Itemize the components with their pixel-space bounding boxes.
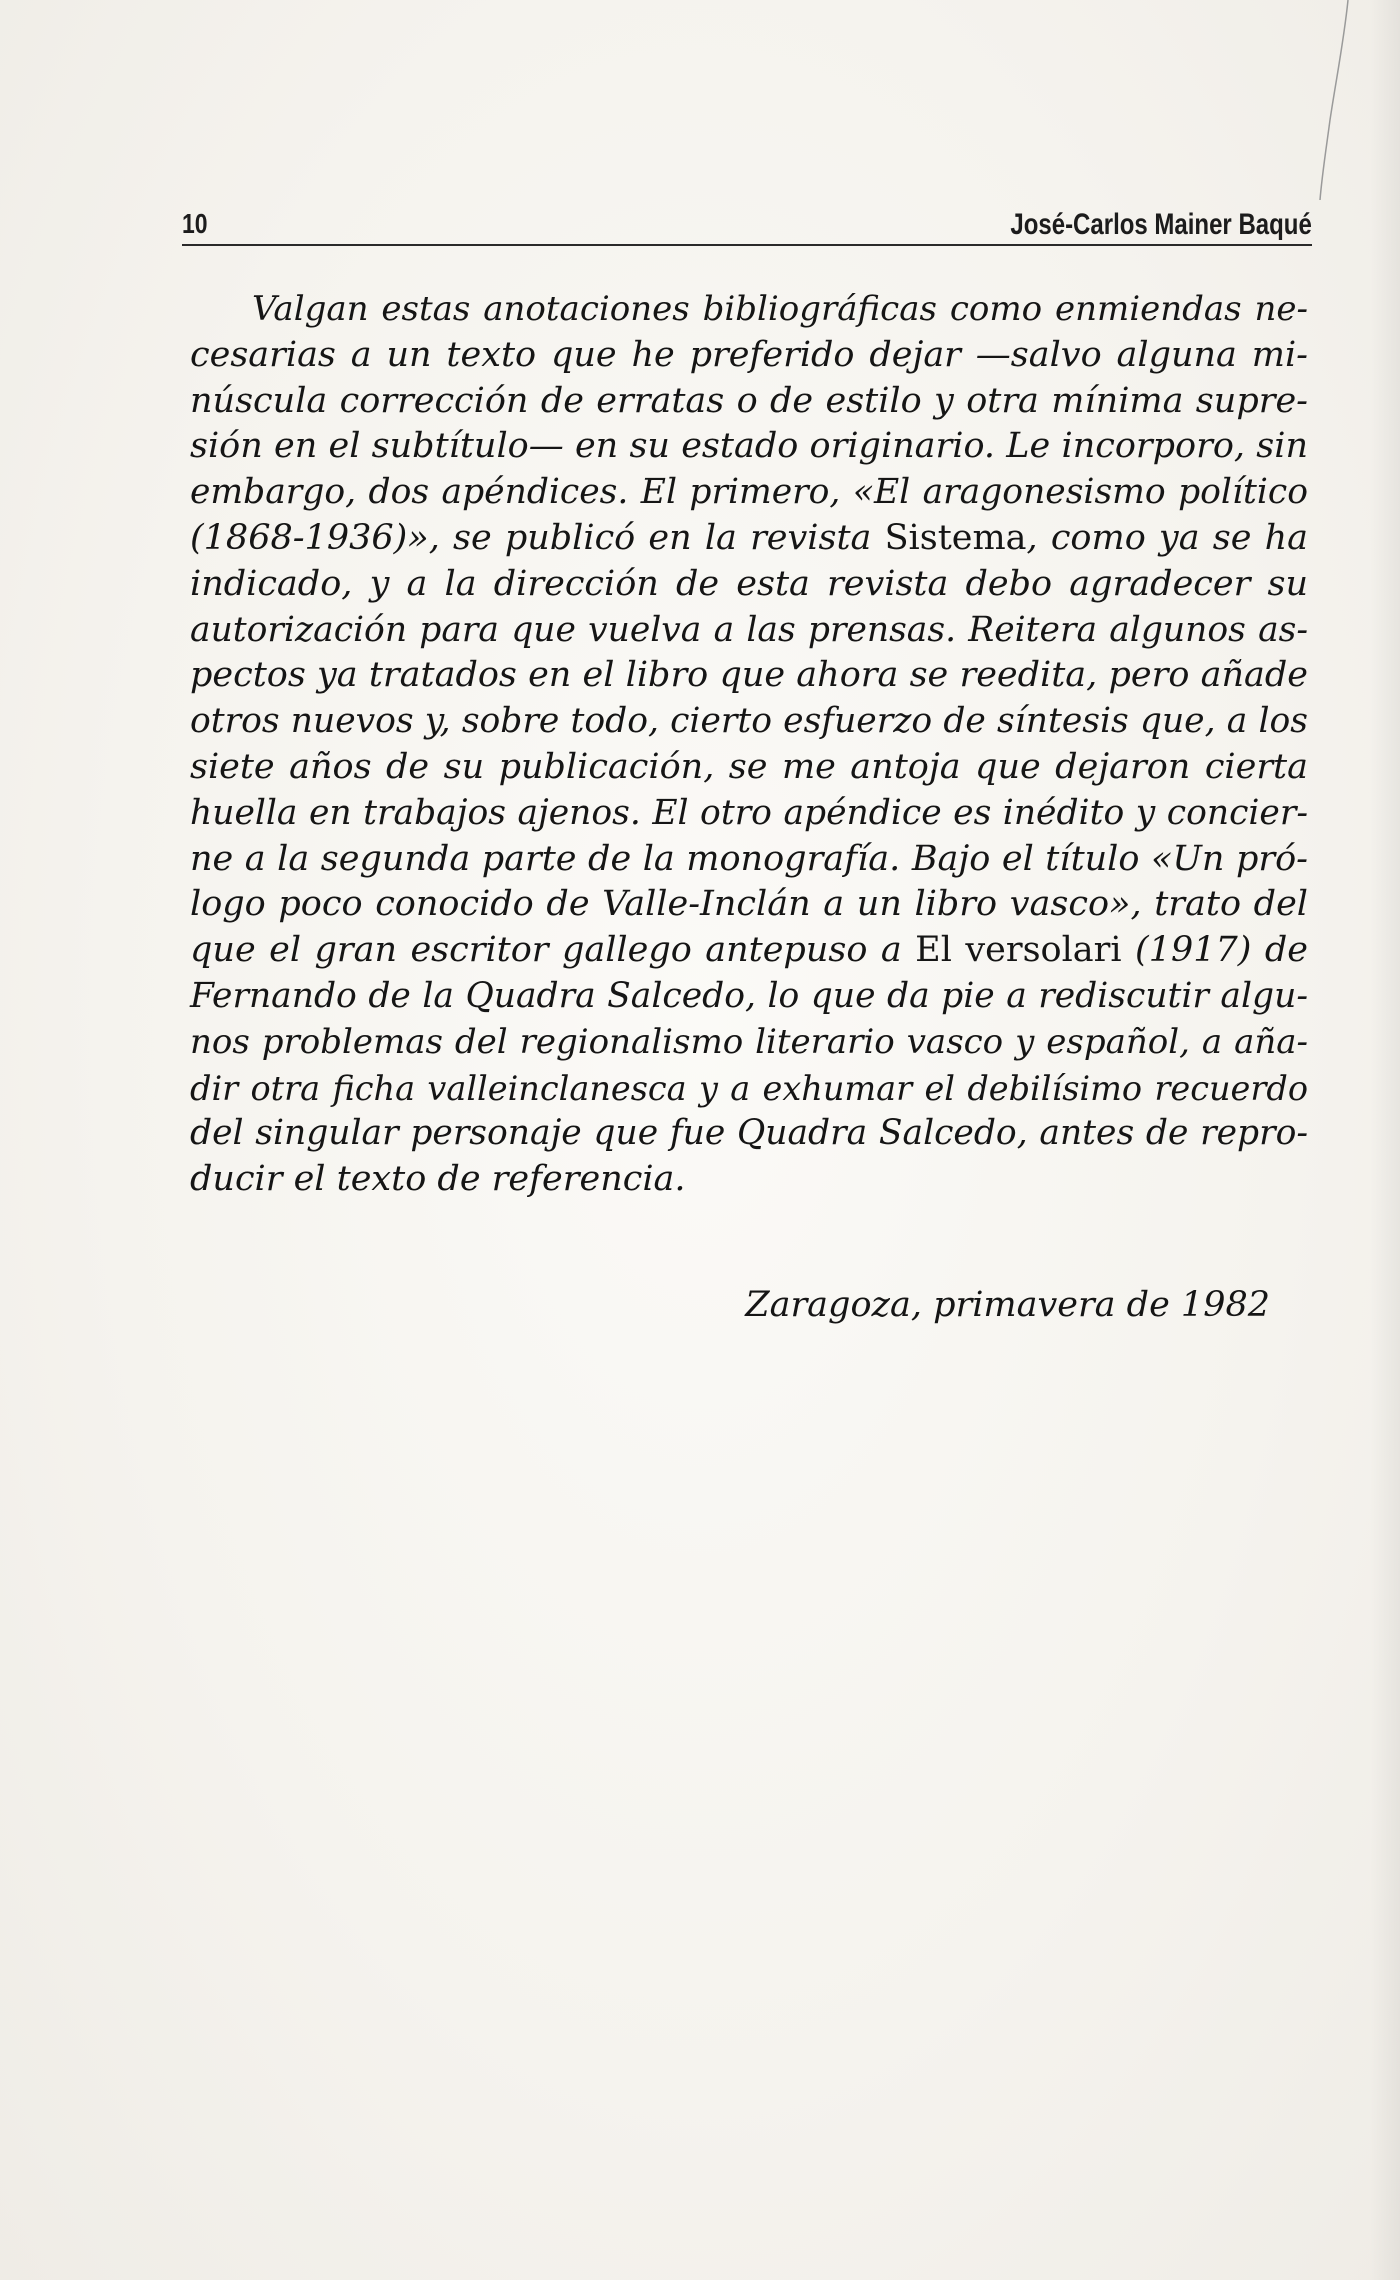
text-line bbox=[190, 1111, 1308, 1157]
text-line bbox=[190, 745, 1308, 791]
text-segment: indicado, y a la dirección de esta revista debo agradecer su bbox=[190, 563, 1308, 604]
journal-title: Sistema bbox=[884, 517, 1027, 558]
page-edge-shadow bbox=[1370, 0, 1400, 2280]
text-line bbox=[190, 424, 1308, 470]
text-line bbox=[190, 1020, 1308, 1066]
text-segment: nos problemas del regionalismo literario vasco y español, a aña- bbox=[190, 1021, 1308, 1062]
text-segment: sión en el subtítulo— en su estado originario. Le incorporo, sin bbox=[190, 426, 1308, 467]
page-header bbox=[182, 198, 1312, 244]
text-line bbox=[190, 333, 1308, 379]
text-segment: (1917) de bbox=[1121, 930, 1308, 971]
text-segment: autorización para que vuelva a las prensas. Reitera algunos as- bbox=[190, 609, 1308, 650]
text-segment: dir otra ficha valleinclanesca y a exhumar el debilísimo recuerdo bbox=[190, 1068, 1308, 1108]
text-line bbox=[190, 837, 1308, 883]
text-line bbox=[190, 562, 1308, 608]
text-line bbox=[190, 791, 1308, 837]
text-line bbox=[190, 882, 1308, 928]
text-segment: (1868-1936)», se publicó en la revista bbox=[190, 517, 885, 558]
text-segment: pectos ya tratados en el libro que ahora se reedita, pero añade bbox=[190, 655, 1308, 696]
text-segment: embargo, dos apéndices. El primero, «El aragonesismo político bbox=[190, 472, 1308, 513]
text-line bbox=[190, 974, 1308, 1020]
text-segment: núscula corrección de erratas o de estilo y otra mínima supre- bbox=[190, 380, 1308, 421]
text-line bbox=[190, 608, 1308, 654]
text-line bbox=[190, 516, 1308, 562]
text-segment: , como ya se ha bbox=[1026, 517, 1308, 558]
header-rule bbox=[182, 244, 1312, 246]
text-line bbox=[190, 699, 1308, 745]
page-number: 10 bbox=[182, 208, 208, 239]
running-head: José-Carlos Mainer Baqué bbox=[1010, 208, 1312, 241]
text-line bbox=[190, 379, 1308, 425]
body-paragraph bbox=[190, 287, 1308, 1203]
text-line bbox=[252, 287, 1308, 333]
text-segment: siete años de su publicación, se me antoja que dejaron cierta bbox=[190, 746, 1308, 787]
text-line bbox=[190, 653, 1308, 699]
pencil-mark bbox=[1300, 0, 1360, 200]
text-segment: otros nuevos y, sobre todo, cierto esfuerzo de síntesis que, a los bbox=[190, 701, 1308, 742]
text-line bbox=[190, 1066, 1308, 1112]
text-segment: huella en trabajos ajenos. El otro apéndice es inédito y concier- bbox=[190, 792, 1308, 833]
text-segment: Fernando de la Quadra Salcedo, lo que da pie a rediscutir algu- bbox=[190, 975, 1308, 1016]
text-line bbox=[190, 1157, 1308, 1203]
text-segment: cesarias a un texto que he preferido dejar —salvo alguna mi- bbox=[190, 334, 1308, 375]
text-segment: del singular personaje que fue Quadra Salcedo, antes de repro- bbox=[190, 1113, 1308, 1154]
text-line bbox=[190, 470, 1308, 516]
text-segment: logo poco conocido de Valle-Inclán a un libro vasco», trato del bbox=[190, 884, 1308, 925]
text-line bbox=[190, 928, 1308, 974]
text-segment: que el gran escritor gallego antepuso a bbox=[190, 930, 916, 971]
signature-place-date: Zaragoza, primavera de 1982 bbox=[745, 1285, 1270, 1325]
book-title: El versolari bbox=[915, 930, 1122, 971]
text-segment: ne a la segunda parte de la monografía. Bajo el título «Un pró- bbox=[190, 838, 1308, 879]
text-segment: Valgan estas anotaciones bibliográficas como enmiendas ne- bbox=[252, 289, 1308, 329]
text-segment: ducir el texto de referencia. bbox=[190, 1159, 686, 1200]
